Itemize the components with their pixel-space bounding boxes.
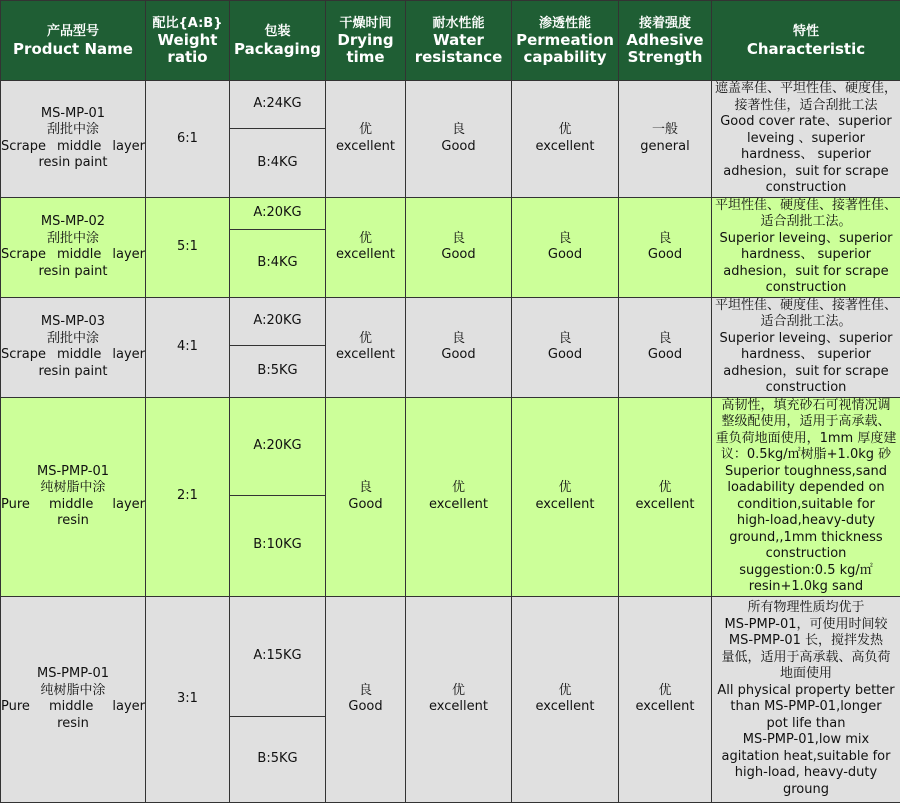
packaging-a-cell: A:20KG: [230, 297, 326, 345]
characteristic-line: Superior toughness,sand: [712, 464, 900, 481]
packaging-a-cell: A:15KG: [230, 596, 326, 716]
table-row: [1, 197, 900, 229]
characteristic-line: 适合刮批工法。: [712, 214, 900, 231]
drying-time-cell: 良 Good: [326, 596, 406, 802]
table-row: [1, 397, 900, 495]
characteristic-cell: [712, 297, 900, 397]
characteristic-line: loadability depended on: [712, 480, 900, 497]
water-resistance-cell: 优 excellent: [406, 397, 512, 596]
characteristic-line: 高韧性，填充砂石可视情况调: [712, 398, 900, 415]
characteristic-line: 重负荷地面使用，1mm 厚度建: [712, 431, 900, 448]
characteristic-line: MS-PMP-01 长，搅拌发热: [712, 633, 900, 650]
adhesive-strength-cell: 良 Good: [619, 297, 712, 397]
header-product-name: 产品型号 Product Name: [1, 1, 146, 81]
characteristic-line: ground,,1mm thickness: [712, 530, 900, 547]
characteristic-line: leveing 、superior: [712, 131, 900, 148]
characteristic-cell: [712, 197, 900, 297]
packaging-b-cell: B:5KG: [230, 716, 326, 802]
characteristic-line: construction: [712, 380, 900, 397]
weight-ratio-cell: 2:1: [146, 397, 230, 596]
characteristic-cell: [712, 596, 900, 802]
packaging-a-cell: A:20KG: [230, 397, 326, 495]
characteristic-line: 量低，适用于高承载、高负荷: [712, 650, 900, 667]
packaging-a-cell: A:24KG: [230, 81, 326, 129]
product-name-cell: MS-MP-03 刮批中涂 Scrape middle layer resin paint: [1, 297, 146, 397]
characteristic-line: hardness、 superior: [712, 247, 900, 264]
characteristic-line: high-load, heavy-duty: [712, 765, 900, 782]
characteristic-line: construction: [712, 180, 900, 197]
table-row: [1, 81, 900, 129]
weight-ratio-cell: 6:1: [146, 81, 230, 198]
product-name-cell: MS-MP-01 刮批中涂 Scrape middle layer resin paint: [1, 81, 146, 198]
characteristic-line: 遮盖率佳、平坦性佳、硬度佳，: [712, 81, 900, 98]
characteristic-line: All physical property better: [712, 683, 900, 700]
characteristic-cell: [712, 397, 900, 596]
drying-time-cell: 优 excellent: [326, 81, 406, 198]
characteristic-line: 整级配使用，适用于高承载、: [712, 414, 900, 431]
characteristic-line: pot life than: [712, 716, 900, 733]
characteristic-line: 平坦性佳、硬度佳、接著性佳、: [712, 298, 900, 315]
packaging-b-cell: B:4KG: [230, 229, 326, 297]
adhesive-strength-cell: 优 excellent: [619, 596, 712, 802]
characteristic-line: 所有物理性质均优于: [712, 600, 900, 617]
characteristic-cell: [712, 81, 900, 198]
header-water-resistance: 耐水性能 Water resistance: [406, 1, 512, 81]
adhesive-strength-cell: 良 Good: [619, 197, 712, 297]
characteristic-line: hardness、 superior: [712, 347, 900, 364]
product-name-cell: MS-MP-02 刮批中涂 Scrape middle layer resin paint: [1, 197, 146, 297]
characteristic-line: 平坦性佳、硬度佳、接著性佳、: [712, 198, 900, 215]
characteristic-line: resin+1.0kg sand: [712, 579, 900, 596]
characteristic-line: adhesion，suit for scrape: [712, 264, 900, 281]
header-row: [1, 1, 900, 81]
characteristic-line: Superior leveing、superior: [712, 331, 900, 348]
characteristic-line: condition,suitable for: [712, 497, 900, 514]
characteristic-line: than MS-PMP-01,longer: [712, 699, 900, 716]
characteristic-line: hardness、 superior: [712, 147, 900, 164]
weight-ratio-cell: 4:1: [146, 297, 230, 397]
adhesive-strength-cell: 优 excellent: [619, 397, 712, 596]
header-packaging: 包装 Packaging: [230, 1, 326, 81]
weight-ratio-cell: 5:1: [146, 197, 230, 297]
header-drying-time: 干燥时间 Drying time: [326, 1, 406, 81]
permeation-cell: 良 Good: [512, 297, 619, 397]
characteristic-line: high-load,heavy-duty: [712, 513, 900, 530]
table-row: [1, 596, 900, 716]
characteristic-line: groung: [712, 782, 900, 799]
characteristic-line: Superior leveing、superior: [712, 231, 900, 248]
drying-time-cell: 良 Good: [326, 397, 406, 596]
permeation-cell: 优 excellent: [512, 596, 619, 802]
characteristic-line: construction: [712, 546, 900, 563]
water-resistance-cell: 优 excellent: [406, 596, 512, 802]
characteristic-line: 议：0.5kg/㎡树脂+1.0kg 砂: [712, 447, 900, 464]
characteristic-line: agitation heat,suitable for: [712, 749, 900, 766]
characteristic-line: suggestion:0.5 kg/㎡: [712, 563, 900, 580]
water-resistance-cell: 良 Good: [406, 197, 512, 297]
packaging-b-cell: B:5KG: [230, 345, 326, 397]
characteristic-line: Good cover rate、superior: [712, 114, 900, 131]
header-weight-ratio: 配比{A:B} Weight ratio: [146, 1, 230, 81]
water-resistance-cell: 良 Good: [406, 297, 512, 397]
table-row: [1, 297, 900, 345]
characteristic-line: MS-PMP-01,low mix: [712, 732, 900, 749]
header-adhesive-strength: 接着强度 Adhesive Strength: [619, 1, 712, 81]
characteristic-line: adhesion，suit for scrape: [712, 164, 900, 181]
characteristic-line: construction: [712, 280, 900, 297]
characteristic-line: MS-PMP-01，可使用时间较: [712, 617, 900, 634]
header-permeation: 渗透性能 Permeation capability: [512, 1, 619, 81]
characteristic-line: 适合刮批工法。: [712, 314, 900, 331]
header-characteristic: 特性 Characteristic: [712, 1, 900, 81]
permeation-cell: 良 Good: [512, 197, 619, 297]
product-name-cell: MS-PMP-01 纯树脂中涂 Pure middle layer resin: [1, 596, 146, 802]
permeation-cell: 优 excellent: [512, 397, 619, 596]
packaging-b-cell: B:4KG: [230, 129, 326, 197]
characteristic-line: 地面使用: [712, 666, 900, 683]
drying-time-cell: 优 excellent: [326, 197, 406, 297]
weight-ratio-cell: 3:1: [146, 596, 230, 802]
packaging-a-cell: A:20KG: [230, 197, 326, 229]
permeation-cell: 优 excellent: [512, 81, 619, 198]
characteristic-line: 接著性佳，适合刮批工法: [712, 98, 900, 115]
water-resistance-cell: 良 Good: [406, 81, 512, 198]
packaging-b-cell: B:10KG: [230, 495, 326, 596]
product-name-cell: MS-PMP-01 纯树脂中涂 Pure middle layer resin: [1, 397, 146, 596]
characteristic-line: adhesion，suit for scrape: [712, 364, 900, 381]
adhesive-strength-cell: 一般 general: [619, 81, 712, 198]
drying-time-cell: 优 excellent: [326, 297, 406, 397]
